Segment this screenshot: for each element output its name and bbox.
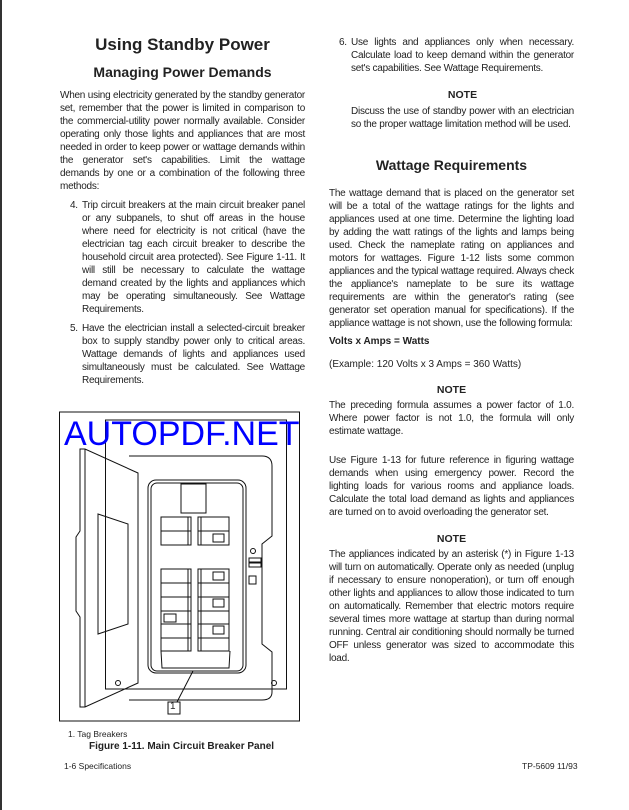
note-text: The appliances indicated by an asterisk (*) in Figure 1-13 will turn on automatically. Operate only as needed (unplug if necessary to ensure nonoperation), or turn off enough other lights and appliances to allow those indicated to turn on automatically. Remember that electric motors require several times more wattage at startup than during normal running. Central air conditioning should normally be turned OFF unless generator was sized to accommodate this load. bbox=[329, 549, 574, 664]
section-heading: Wattage Requirements bbox=[375, 157, 528, 173]
page-title: Using Standby Power bbox=[95, 35, 270, 54]
list-number: 5. bbox=[70, 323, 78, 334]
note-label: NOTE bbox=[436, 533, 467, 545]
figure-caption: Figure 1-11. Main Circuit Breaker Panel bbox=[89, 741, 275, 752]
note-label: NOTE bbox=[447, 89, 478, 101]
right-column bbox=[329, 36, 574, 665]
note-label: NOTE bbox=[436, 384, 467, 396]
callout-label: 1 bbox=[170, 701, 176, 712]
note-text: Discuss the use of standby power with an electrician so the proper wattage limitation method will be used. bbox=[351, 106, 574, 130]
formula: Volts x Amps = Watts bbox=[329, 336, 430, 347]
footer-left: 1-6 Specifications bbox=[64, 761, 132, 771]
watermark: AUTOPDF.NET bbox=[64, 415, 300, 453]
list-item bbox=[329, 36, 574, 75]
paragraph: The wattage demand that is placed on the generator set will be a total of the wattage ratings for the lights and appliances used at one time. Determine the lighting load by adding the watt ratings of the lights and lamps being used. Check the nameplate rating on appliances and motors for wattages. Figure 1-12 lists some common appliances and the typical wattage required. Always check the appliance's nameplate to be sure its wattage requirements are within the generator's rating (see generator set operation manual for specifications). If the appliance wattage is not shown, use the following formula: bbox=[329, 188, 574, 329]
intro-paragraph: When using electricity generated by the standby generator set, remember that the power is limited in comparison to the commercial-utility power normally available. Consider operating only those lights and appliances that are most needed in order to keep power or wattage demands within the generator set's capabilities. Limit the wattage demands by one or a combination of the following three methods: bbox=[60, 90, 305, 192]
list-text: Trip circuit breakers at the main circuit breaker panel or any subpanels, to shut off areas in the house where need for electricity is not critical (have the electrician tag each circuit breaker to describe the household circuit area protected). See Figure 1-11. It will still be necessary to calculate the wattage demand created by the lights and appliances which may be operating simultaneously. See Wattage Requirements. bbox=[82, 200, 305, 315]
section-heading: Managing Power Demands bbox=[93, 64, 272, 80]
figure-legend: 1. Tag Breakers bbox=[68, 729, 128, 739]
breaker-panel-figure bbox=[2, 0, 322, 740]
list-text: Use lights and appliances only when necessary. Calculate load to keep demand within the generator set's capabilities. See Wattage Requirements. bbox=[351, 37, 574, 74]
list-text: Have the electrician install a selected-circuit breaker box to supply standby power only to critical areas. Wattage demands of lights and appliances used simultaneously must be calculated. See Wattage Requirements. bbox=[82, 323, 305, 386]
note-text: The preceding formula assumes a power factor of 1.0. Where power factor is not 1.0, the formula will only estimate wattage. bbox=[329, 400, 574, 437]
paragraph: Use Figure 1-13 for future reference in figuring wattage demands when using emergency power. Record the lighting loads for various rooms and appliance loads. Calculate the total load demand as lights and appliances are turned on to avoid overloading the generator set. bbox=[329, 455, 574, 518]
footer-right: TP-5609 11/93 bbox=[522, 761, 578, 771]
list-number: 4. bbox=[70, 200, 78, 211]
list-number: 6. bbox=[339, 37, 347, 48]
example: (Example: 120 Volts x 3 Amps = 360 Watts) bbox=[329, 359, 522, 370]
